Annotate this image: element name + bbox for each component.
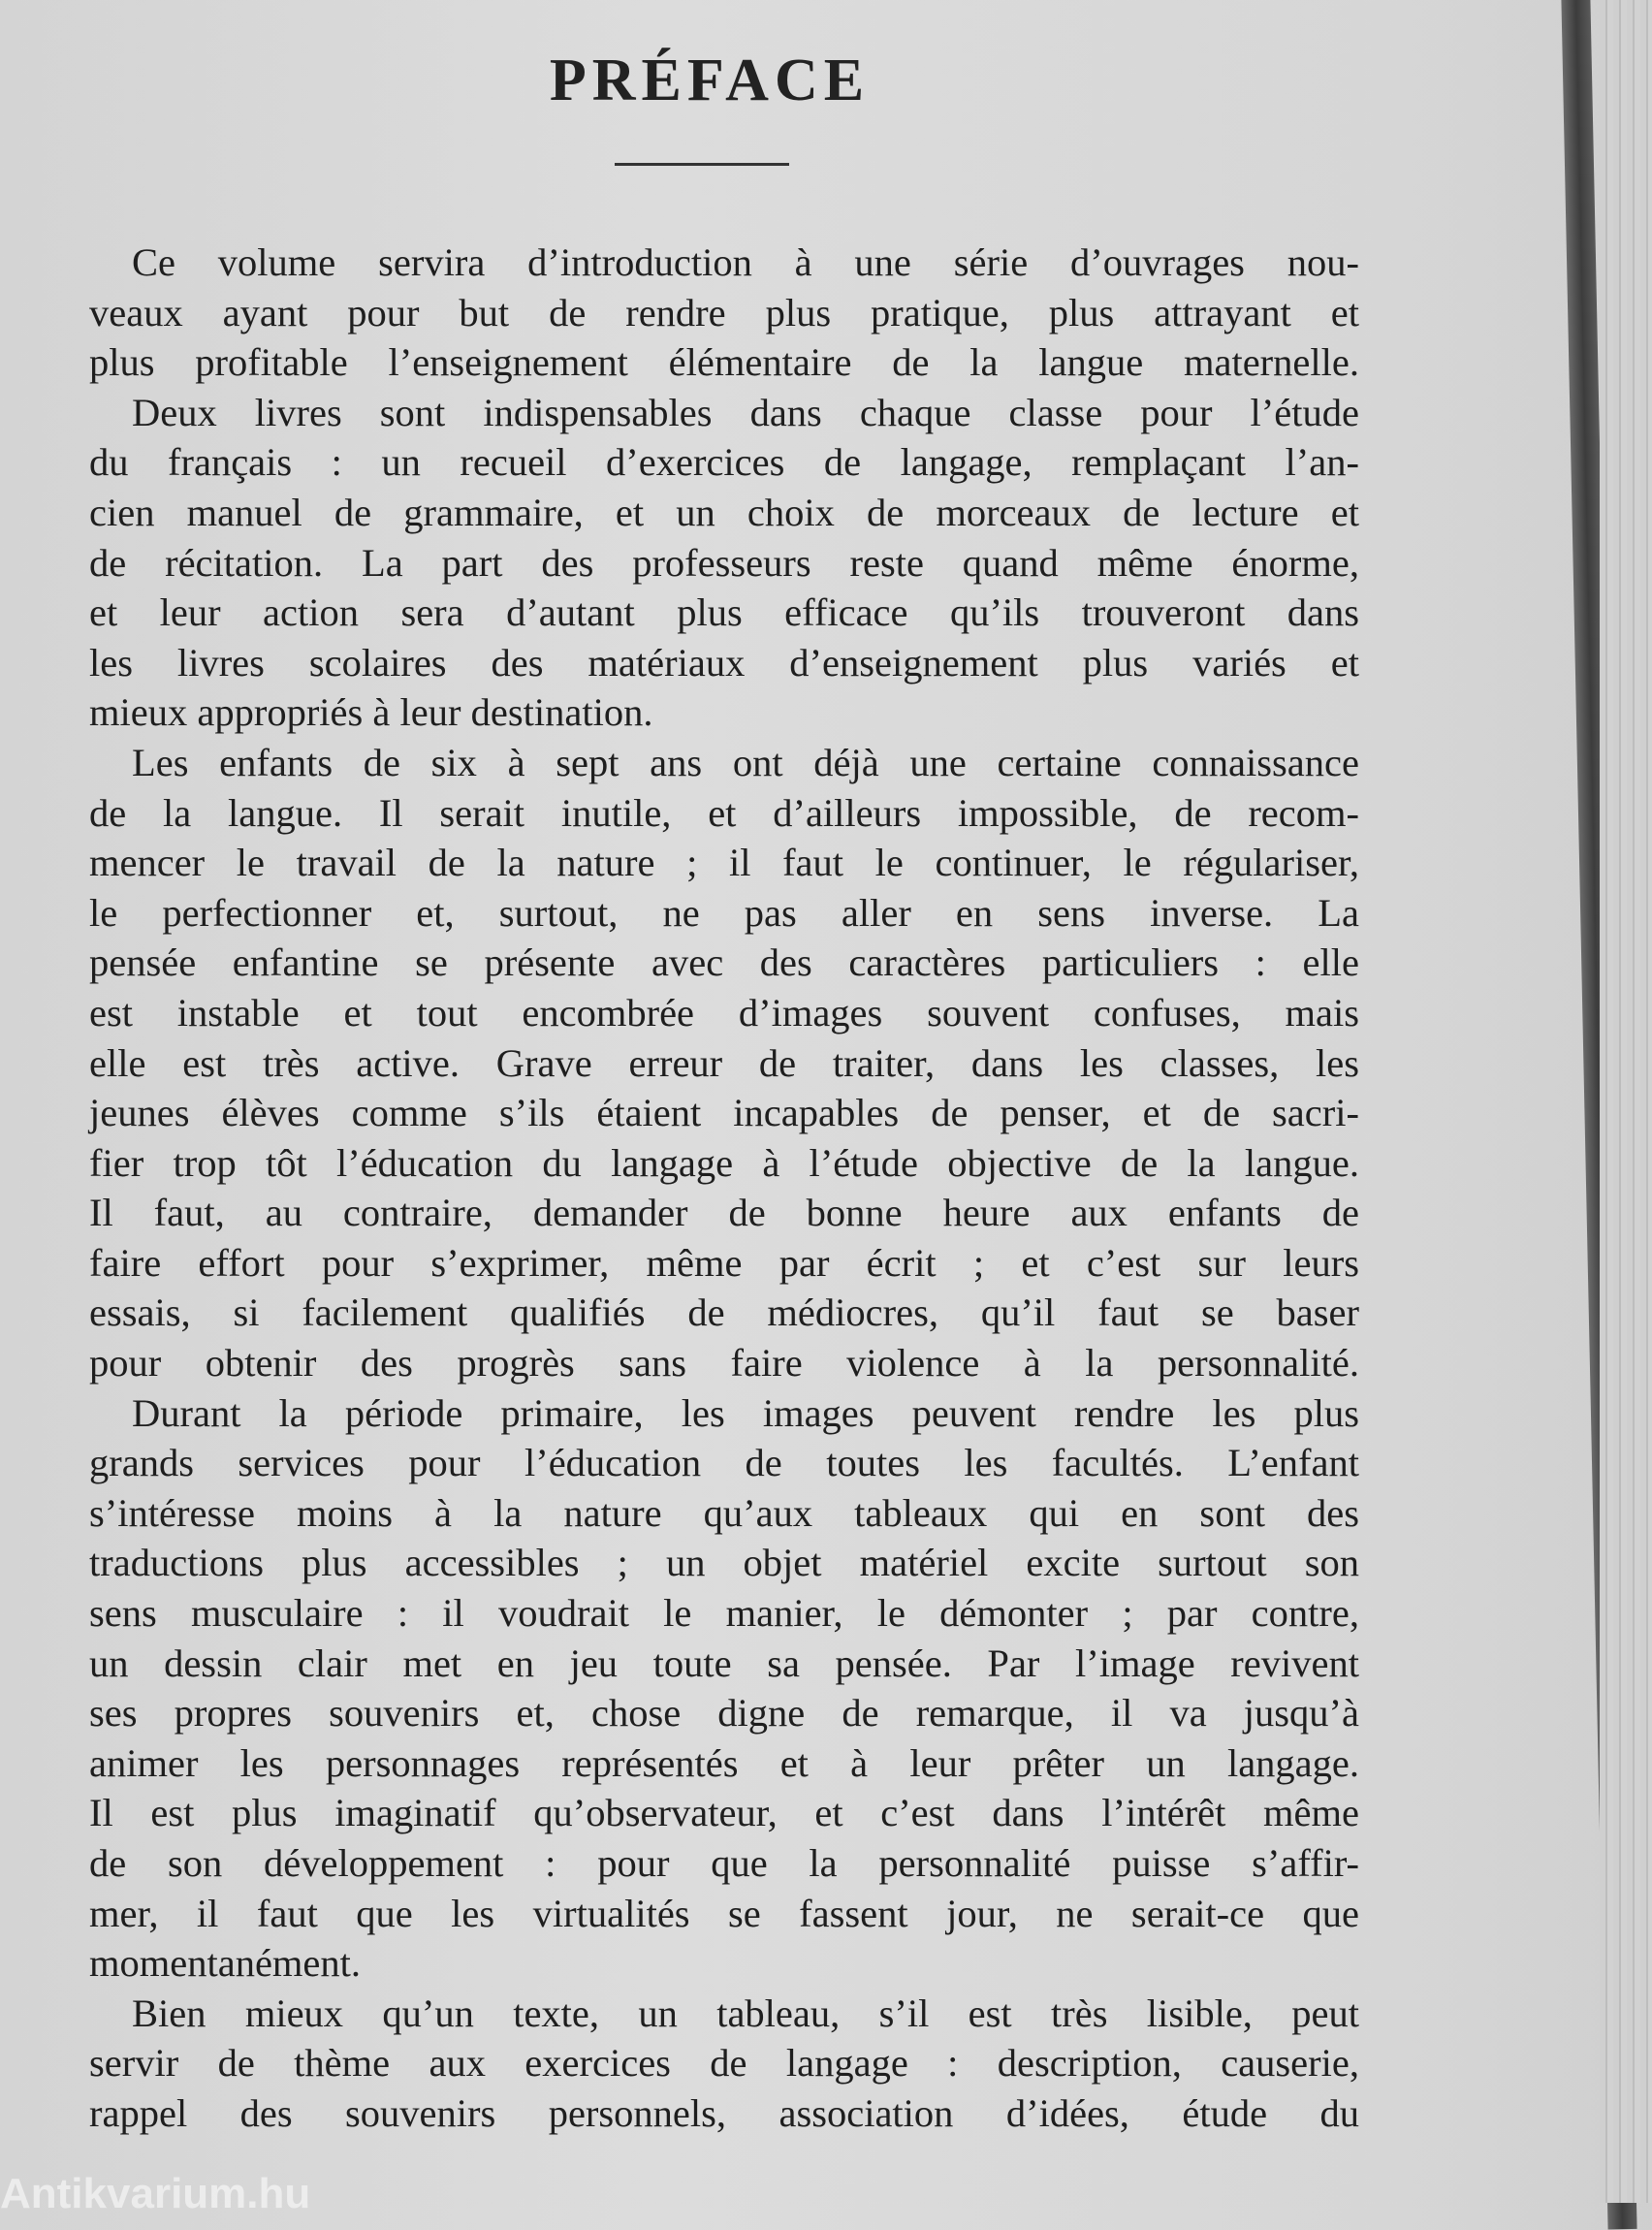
text-line: animer les personnages représentés et à leur prêter un langage.: [89, 1740, 1359, 1785]
text-line: et leur action sera d’autant plus efficace qu’ils trouveront dans: [89, 590, 1359, 635]
text-line: jeunes élèves comme s’ils étaient incapables de penser, et de sacri-: [89, 1091, 1359, 1135]
text-line: de la langue. Il serait inutile, et d’ailleurs impossible, de recom-: [89, 790, 1359, 835]
text-line: est instable et tout encombrée d’images souvent confuses, mais: [89, 990, 1359, 1035]
text-line: elle est très active. Grave erreur de traiter, dans les classes, les: [89, 1040, 1359, 1085]
text-line: le perfectionner et, surtout, ne pas aller en sens inverse. La: [89, 890, 1359, 935]
paragraph: [89, 238, 1359, 388]
text-line: s’intéresse moins à la nature qu’aux tableaux qui en sont des: [89, 1490, 1359, 1535]
text-line: mer, il faut que les virtualités se fassent jour, ne serait-ce que: [89, 1891, 1359, 1935]
text-line: Il est plus imaginatif qu’observateur, et c’est dans l’intérêt même: [89, 1791, 1359, 1835]
text-line: de récitation. La part des professeurs reste quand même énorme,: [89, 540, 1359, 585]
text-line: traductions plus accessibles ; un objet matériel excite surtout son: [89, 1541, 1359, 1585]
paragraph: [89, 1388, 1359, 1989]
text-line: mencer le travail de la nature ; il faut le continuer, le régulariser,: [89, 841, 1359, 885]
text-line: Deux livres sont indispensables dans chaque classe pour l’étude: [132, 390, 1359, 434]
text-line: essais, si facilement qualifiés de médiocres, qu’il faut se baser: [89, 1290, 1359, 1335]
paragraph: [89, 388, 1359, 738]
page-edges: [1600, 0, 1652, 2203]
text-line: Bien mieux qu’un texte, un tableau, s’il est très lisible, peut: [132, 1991, 1359, 2035]
text-line: pensée enfantine se présente avec des caractères particuliers : elle: [89, 940, 1359, 985]
text-line: ses propres souvenirs et, chose digne de remarque, il va jusqu’à: [89, 1691, 1359, 1736]
text-line: mieux appropriés à leur destination.: [89, 690, 653, 735]
text-line: Durant la période primaire, les images peuvent rendre les plus: [132, 1390, 1359, 1435]
text-line: de son développement : pour que la personnalité puisse s’affir-: [89, 1841, 1359, 1885]
text-line: servir de thème aux exercices de langage : description, causerie,: [89, 2041, 1359, 2086]
text-line: Ce volume servira d’introduction à une série d’ouvrages nou-: [132, 240, 1359, 284]
text-line: cien manuel de grammaire, et un choix de morceaux de lecture et: [89, 490, 1359, 534]
text-line: rappel des souvenirs personnels, association d’idées, étude du: [89, 2090, 1359, 2135]
watermark: Antikvarium.hu: [0, 2170, 311, 2217]
text-line: plus profitable l’enseignement élémentaire de la langue maternelle.: [89, 340, 1359, 385]
text-line: fier trop tôt l’éducation du langage à l’étude objective de la langue.: [89, 1140, 1359, 1185]
preface-body: [89, 238, 1359, 2139]
text-line: faire effort pour s’exprimer, même par écrit ; et c’est sur leurs: [89, 1240, 1359, 1285]
paragraph: [89, 738, 1359, 1388]
text-line: sens musculaire : il voudrait le manier, le démonter ; par contre,: [89, 1591, 1359, 1636]
text-line: Il faut, au contraire, demander de bonne heure aux enfants de: [89, 1191, 1359, 1235]
title-divider: [615, 163, 789, 166]
text-line: un dessin clair met en jeu toute sa pensée. Par l’image revivent: [89, 1641, 1359, 1685]
page-title: PRÉFACE: [549, 48, 871, 113]
text-line: du français : un recueil d’exercices de langage, remplaçant l’an-: [89, 440, 1359, 485]
text-line: les livres scolaires des matériaux d’enseignement plus variés et: [89, 640, 1359, 685]
text-line: veaux ayant pour but de rendre plus pratique, plus attrayant et: [89, 290, 1359, 334]
text-line: pour obtenir des progrès sans faire violence à la personnalité.: [89, 1341, 1359, 1386]
text-line: grands services pour l’éducation de toutes les facultés. L’enfant: [89, 1441, 1359, 1485]
text-line: Les enfants de six à sept ans ont déjà une certaine connaissance: [132, 740, 1359, 784]
text-line: momentanément.: [89, 1941, 362, 1986]
paragraph: [89, 1989, 1359, 2139]
